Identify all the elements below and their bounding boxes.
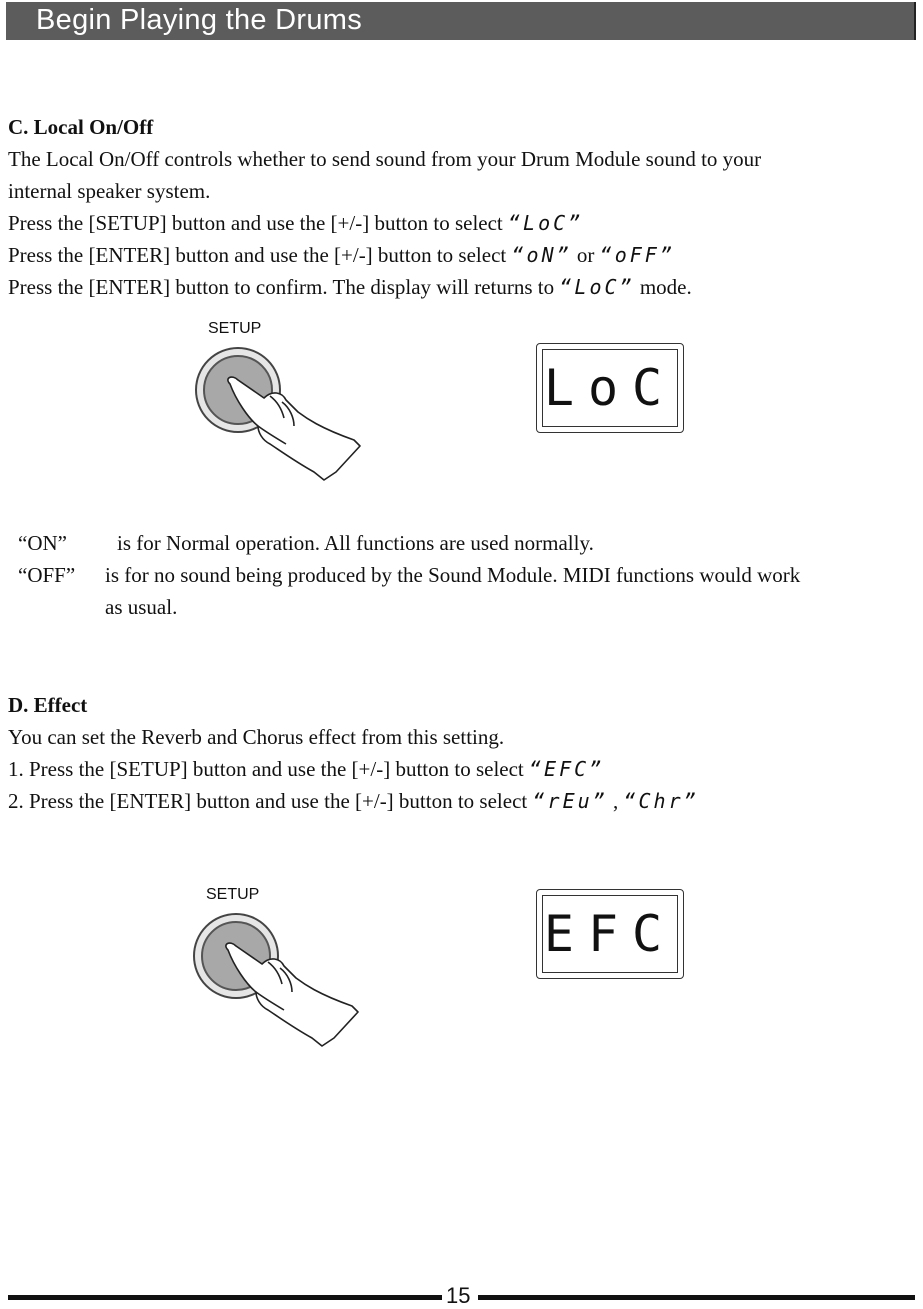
step2-text: Press the [ENTER] button and use the [+/-] button to select [8, 243, 512, 267]
off-description-line1: is for no sound being produced by the Sound Module. MIDI functions would work [105, 563, 801, 587]
d-step2-separator: , [607, 789, 624, 813]
setup-button-figure [186, 340, 376, 485]
section-d-intro: You can set the Reverb and Chorus effect from this setting. [8, 725, 505, 749]
lcd-display [536, 343, 684, 433]
lcd-display-screen [542, 895, 678, 973]
d-step2-display-code-chr: “Chr” [623, 789, 699, 813]
on-description: is for Normal operation. All functions are used normally. [117, 531, 594, 555]
step1-text: Press the [SETUP] button and use the [+/-] button to select [8, 211, 509, 235]
d-step1-text: 1. Press the [SETUP] button and use the [+/-] button to select [8, 757, 530, 781]
section-d-step2 [8, 788, 699, 814]
page-number: 15 [446, 1283, 471, 1308]
lcd-display-screen [542, 349, 678, 427]
step3-text: Press the [ENTER] button to confirm. The display will returns to [8, 275, 560, 299]
off-description-line2: as usual. [105, 595, 178, 619]
step2-display-code-on: “oN” [511, 243, 572, 267]
d-step1-display-code: “EFC” [529, 757, 605, 781]
step2-or: or [571, 243, 600, 267]
lcd-display [536, 889, 684, 979]
lcd-display-text: LoC [543, 359, 677, 417]
setup-button-figure [184, 906, 374, 1051]
page-header-title: Begin Playing the Drums [36, 4, 363, 36]
step1-display-code: “LoC” [508, 211, 584, 235]
d-step2-text: 2. Press the [ENTER] button and use the [+/-] button to select [8, 789, 533, 813]
step3-display-code: “LoC” [559, 275, 635, 299]
section-d-heading: D. Effect [8, 693, 88, 717]
setup-button-label: SETUP [206, 886, 260, 903]
step2-display-code-off: “oFF” [599, 243, 675, 267]
section-c-step1 [8, 210, 583, 236]
section-c-intro-line1: The Local On/Off controls whether to send sound from your Drum Module sound to your [8, 147, 762, 171]
section-c-intro-line2: internal speaker system. [8, 179, 211, 203]
page-header-bar [6, 2, 916, 40]
footer-rule-right [478, 1295, 915, 1300]
d-step2-display-code-rev: “rEu” [532, 789, 608, 813]
step3-end: mode. [634, 275, 692, 299]
section-d-step1 [8, 756, 604, 782]
on-label: “ON” [18, 531, 67, 555]
section-c-heading: C. Local On/Off [8, 115, 154, 139]
off-label: “OFF” [18, 563, 76, 587]
setup-button-label: SETUP [208, 320, 262, 337]
section-c-step3 [8, 274, 692, 300]
footer-rule-left [8, 1295, 442, 1300]
section-c-step2 [8, 242, 675, 268]
lcd-display-text: EFC [543, 905, 677, 963]
